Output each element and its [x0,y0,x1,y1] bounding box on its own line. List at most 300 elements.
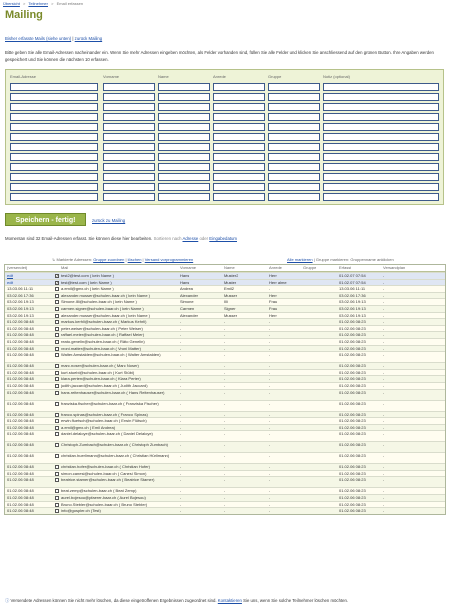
name-field[interactable] [158,83,210,91]
email-field[interactable] [10,193,98,201]
row-checkbox[interactable] [55,413,59,417]
name-field[interactable] [158,123,210,131]
table-row[interactable] [5,389,445,400]
salutation-field[interactable] [213,93,265,101]
edit-link[interactable]: edit [7,274,14,278]
row-checkbox[interactable] [55,314,59,318]
footer-text-2: Sie uns, wenn Sie solche Teilnehmer löschen möchten. [243,598,349,603]
group-field[interactable] [268,133,320,141]
cell-sent: 01.02.06 08:48 [7,454,34,459]
table-row[interactable] [5,382,445,389]
cell-plan: - [383,443,385,448]
group-field[interactable] [268,173,320,181]
note-field[interactable] [323,163,439,171]
note-field[interactable] [323,93,439,101]
row-checkbox[interactable] [55,371,59,375]
cell-plan: - [383,300,385,305]
table-row[interactable] [5,417,445,424]
name-field[interactable] [158,153,210,161]
group-field[interactable] [268,93,320,101]
table-row[interactable] [5,369,445,376]
group-field[interactable] [268,143,320,151]
salutation-field[interactable] [213,133,265,141]
cell-plan: - [383,377,385,382]
cell-erfasst: 01.02.06 08:23 [339,465,366,470]
firstname-field[interactable] [103,143,155,151]
cell-sent: 01.02.06 08:48 [7,339,34,344]
cell-erfasst: 03.02.06 19:13 [339,306,366,311]
col-firstname: Vorname [180,266,197,270]
note-field[interactable] [323,143,439,151]
group-field[interactable] [268,193,320,201]
firstname-field[interactable] [103,133,155,141]
cell-plan: - [383,353,385,358]
cell-vor: - [180,370,182,375]
cell-erfasst: 01.02.06 08:23 [339,333,366,338]
cell-name: - [224,509,226,514]
sort-by-address-link[interactable]: Adresse [182,236,199,241]
cell-plan: - [383,465,385,470]
cell-sent: 01.02.06 08:48 [7,353,34,358]
firstname-field[interactable] [103,83,155,91]
cell-mail: christian.huerlimann@schulen-baar.ch ( Christian Hürlimann) [61,454,170,459]
cell-sent: 01.02.06 08:48 [7,465,34,470]
cell-erfasst: 01.02.06 08:23 [339,432,366,437]
delete-link[interactable]: löschen [127,257,142,262]
save-button[interactable]: Speichern - fertig! [5,213,86,226]
cell-sent: 01.02.06 08:48 [7,509,34,514]
row-checkbox[interactable] [55,496,59,500]
table-row[interactable] [5,501,445,508]
cell-sent: 01.02.06 08:48 [7,443,34,448]
table-row[interactable] [5,362,445,369]
salutation-field[interactable] [213,123,265,131]
group-field[interactable] [268,183,320,191]
row-checkbox[interactable] [55,294,59,298]
salutation-field[interactable] [213,143,265,151]
form-header-salutation: Anrede [213,74,226,79]
firstname-field[interactable] [103,173,155,181]
table-row[interactable] [5,298,445,305]
table-row[interactable] [5,351,445,362]
email-field[interactable] [10,163,98,171]
name-field[interactable] [158,163,210,171]
note-field[interactable] [323,103,439,111]
cell-name: - [224,465,226,470]
breadcrumb-sep: > [51,1,54,6]
cell-plan: - [383,333,385,338]
cell-erfasst: 01.02.06 08:23 [339,401,366,406]
table-row[interactable] [5,494,445,501]
mark-all-link[interactable]: Alle markieren [287,257,313,262]
table-row[interactable] [5,487,445,494]
status-text: Momentan sind 32 Email-Adressen erfasst. Sie können diese hier bearbeiten. [5,236,153,241]
cell-erfasst: 01.02.06 08:23 [339,496,366,501]
cell-name: - [224,346,226,351]
cell-sent: 01.02.06 08:48 [7,390,34,395]
breadcrumb-participants[interactable]: Teilnehmer [28,1,48,6]
breadcrumb-overview[interactable]: Übersicht [3,1,20,6]
firstname-field[interactable] [103,103,155,111]
form-header-email: Email-Adresse [10,74,37,79]
cell-mail: judith.jaccard@schulen-baar.ch ( Judith Jaccard) [61,383,148,388]
row-checkbox[interactable] [55,307,59,311]
salutation-field[interactable] [213,183,265,191]
cell-sent: 03.02.06 19:13 [7,300,34,305]
note-field[interactable] [323,193,439,201]
cell-mail: christian.hofer@schulen-baar.ch ( Christian Hofer) [61,465,150,470]
firstname-field[interactable] [103,93,155,101]
row-checkbox[interactable] [55,478,59,482]
cell-anrede: - [269,412,271,417]
name-field[interactable] [158,113,210,121]
cell-vor: - [180,346,182,351]
cell-mail: erwin.fluetsch@schulen-baar.ch ( Erwin Flütsch) [61,419,147,424]
intro-text: Bitte geben Sie alle Email-Adressen nacheinander ein. Wenn Sie mehr Adressen eingeben möchten, als Felder vorhanden sind, füllen Sie alle Felder und klicken Sie anschliessend auf den grünen Button. Ihre Angaben werden gespeichert und Sie können die nächsten 10 erfassen. [5,50,434,62]
cell-mail: marc.noser@schulen-baar.ch ( Marc Noser) [61,364,139,369]
note-field[interactable] [323,173,439,181]
row-checkbox[interactable] [55,402,59,406]
cell-erfasst: 01.02.06 08:23 [339,443,366,448]
cell-vor: - [180,454,182,459]
cell-vor: Andrea [180,287,193,292]
cell-mail: beatrice.stamer@schulen-baar.ch ( Beatrice Stamer) [61,478,155,483]
breadcrumb-current: Email erfassen [56,1,84,6]
cell-name: - [224,478,226,483]
group-field[interactable] [268,83,320,91]
email-field[interactable] [10,153,98,161]
name-field[interactable] [158,103,210,111]
row-checkbox[interactable] [55,333,59,337]
salutation-field[interactable] [213,113,265,121]
table-header [5,265,445,272]
cell-name: - [224,412,226,417]
cell-erfasst: 01.02.06 08:23 [339,425,366,430]
cell-sent: 03.02.06 17:36 [7,293,34,298]
cell-vor: - [180,489,182,494]
cell-vor: - [180,502,182,507]
cell-mail: Walter.Amstalden@schulen-baar.ch ( Walter Amstalden) [61,353,161,358]
table-row[interactable] [5,305,445,312]
table-row[interactable] [5,331,445,338]
cell-vor: - [180,419,182,424]
email-field[interactable] [10,93,98,101]
cell-name: - [224,383,226,388]
row-checkbox[interactable] [55,432,59,436]
cell-mail: franziska.fischer@schulen-baar.ch ( Franziska Fischer) [61,401,159,406]
sort-prefix: Sortieren nach [153,236,182,241]
cell-sent: 01.02.06 08:48 [7,326,34,331]
table-row[interactable] [5,507,445,514]
table-row[interactable] [5,400,445,411]
cell-vor: - [180,471,182,476]
sort-or: oder [199,236,209,241]
row-checkbox[interactable] [55,353,59,357]
arrow-down-icon: ↳ [52,257,56,262]
cell-vor: - [180,425,182,430]
cell-plan: - [383,287,385,292]
form-row [6,133,443,141]
row-checkbox[interactable] [55,287,59,291]
salutation-field[interactable] [213,173,265,181]
row-checkbox[interactable] [55,364,59,368]
cell-vor: - [180,326,182,331]
row-checkbox[interactable] [55,419,59,423]
email-field[interactable] [10,143,98,151]
cell-vor: - [180,383,182,388]
row-checkbox[interactable] [55,384,59,388]
form-header-group: Gruppe [268,74,282,79]
cell-anrede: Herr [269,313,277,318]
table-row[interactable] [5,292,445,299]
cell-sent: 01.02.06 08:48 [7,489,34,494]
cell-name: - [224,333,226,338]
col-salutation: Anrede [269,266,282,270]
row-checkbox[interactable] [55,503,59,507]
existing-mails-link[interactable]: Bisher erfasste Mails (siehe unten) [5,36,72,41]
cell-erfasst: 01.02.06 08:23 [339,326,366,331]
row-checkbox[interactable] [55,472,59,476]
cell-plan: - [383,326,385,331]
cell-sent: 01.02.06 08:48 [7,401,34,406]
cell-vor: - [180,496,182,501]
cell-anrede: - [269,353,271,358]
cell-vor: - [180,377,182,382]
table-row[interactable] [5,411,445,418]
group-field[interactable] [268,113,320,121]
row-checkbox[interactable] [55,327,59,331]
table-row[interactable] [5,470,445,477]
cell-name: - [224,339,226,344]
cell-plan: - [383,274,385,278]
row-checkbox[interactable] [55,509,59,513]
cell-erfasst: 01.02.07 07:54 [339,280,366,285]
note-field[interactable] [323,83,439,91]
breadcrumb [3,1,85,6]
cell-anrede: Frau [269,300,278,305]
firstname-field[interactable] [103,163,155,171]
cell-mail: markus.kerhli@schulen-baar.ch ( Markus Kehrli) [61,320,147,325]
table-row[interactable] [5,285,445,292]
note-field[interactable] [323,183,439,191]
cell-vor: - [180,465,182,470]
cell-anrede: - [269,401,271,406]
cell-plan: - [383,370,385,375]
cell-anrede: Herr alme [269,280,287,285]
form-header-name: Name [158,74,169,79]
form-row [6,93,443,101]
mark-actions [287,257,394,262]
table-row[interactable] [5,452,445,463]
table-row[interactable] [5,338,445,345]
table-row[interactable] [5,312,445,319]
marked-label: Markierte Adressen: [56,257,93,262]
actions-separator: | [125,257,127,262]
table-row[interactable] [5,318,445,325]
cell-plan: - [383,502,385,507]
sort-by-date-link[interactable]: Eingabedatum [209,236,237,241]
cell-vor: - [180,339,182,344]
row-checkbox[interactable] [55,489,59,493]
cell-erfasst: 01.02.06 08:23 [339,370,366,375]
cell-erfasst: 01.02.06 08:23 [339,412,366,417]
group-field[interactable] [268,163,320,171]
salutation-field[interactable] [213,83,265,91]
row-checkbox[interactable] [55,454,59,458]
row-checkbox[interactable] [55,347,59,351]
row-checkbox[interactable] [55,465,59,469]
cell-plan: - [383,489,385,494]
salutation-field[interactable] [213,163,265,171]
row-checkbox[interactable] [55,340,59,344]
cell-vor: - [180,333,182,338]
cell-vor: Simone [180,300,194,305]
form-row [6,123,443,131]
note-field[interactable] [323,133,439,141]
footer-text: Versendete Adressen können Sie nicht mehr löschen, da diese eingetroffenen Ergebnissen zugeordnet sind. [10,598,217,603]
firstname-field[interactable] [103,123,155,131]
cell-erfasst: 01.02.06 08:23 [339,353,366,358]
table-row[interactable] [5,424,445,431]
cell-name: Signer [224,306,236,311]
table-row[interactable] [5,279,445,286]
cell-erfasst: 01.02.06 08:23 [339,419,366,424]
note-field[interactable] [323,153,439,161]
row-checkbox[interactable] [55,320,59,324]
cell-vor: - [180,509,182,514]
cell-plan: - [383,478,385,483]
cell-plan: - [383,280,385,285]
cell-anrede: - [269,333,271,338]
schedule-send-link[interactable]: Versand vorprogrammieren [144,257,194,262]
col-mail: Mail [61,266,69,270]
cell-mail: a.emil@gmx.ch ( Emil Andrea) [61,425,116,430]
cell-sent: 01.02.06 08:48 [7,377,34,382]
form-header-firstname: Vorname [103,74,120,79]
table-row[interactable] [5,463,445,470]
edit-link[interactable]: edit [7,280,14,285]
cell-vor: Hans [180,280,190,285]
name-field[interactable] [158,143,210,151]
col-captured: Erfasst [339,266,352,270]
entry-form [5,69,444,205]
email-field[interactable] [10,173,98,181]
table-row[interactable] [5,272,445,279]
table-row[interactable] [5,441,445,452]
salutation-field[interactable] [213,193,265,201]
cell-erfasst: 01.02.06 08:23 [339,509,366,514]
firstname-field[interactable] [103,153,155,161]
email-field[interactable] [10,113,98,121]
cell-name: Emil2 [224,287,235,292]
cell-plan: - [383,412,385,417]
sublinks-separator: | [71,36,75,41]
salutation-field[interactable] [213,153,265,161]
row-checkbox[interactable]: ✓ [56,274,59,278]
table-row[interactable] [5,325,445,332]
table-row[interactable] [5,430,445,441]
name-field[interactable] [158,173,210,181]
cell-mail: raffael.meier@schulen-baar.ch ( Raffael Meier) [61,333,145,338]
cell-plan: - [383,390,385,395]
name-field[interactable] [158,133,210,141]
group-field[interactable] [268,153,320,161]
cell-anrede: - [269,432,271,437]
table-row[interactable] [5,476,445,487]
col-group: Gruppe [303,266,317,270]
firstname-field[interactable] [103,113,155,121]
cell-name: - [224,496,226,501]
cell-name: - [224,502,226,507]
table-row[interactable] [5,345,445,352]
cell-vor: - [180,390,182,395]
cell-plan: - [383,383,385,388]
group-field[interactable] [268,103,320,111]
cell-mail: info@gospler.ch (Test) [61,509,101,514]
row-checkbox[interactable] [55,391,59,395]
row-checkbox[interactable] [55,377,59,381]
email-field[interactable] [10,103,98,111]
row-checkbox[interactable] [55,426,59,430]
footer-note [5,598,348,604]
email-field[interactable] [10,123,98,131]
cell-anrede: Herr [269,293,277,298]
cell-plan: - [383,432,385,437]
row-checkbox[interactable] [55,443,59,447]
firstname-field[interactable] [103,183,155,191]
group-field[interactable] [268,123,320,131]
email-field[interactable] [10,133,98,141]
cell-anrede: - [269,370,271,375]
row-checkbox[interactable] [55,300,59,304]
back-to-mailing-link[interactable]: zurück zu Mailing [92,218,126,223]
email-field[interactable] [10,83,98,91]
cell-erfasst: 01.02.06 08:23 [339,339,366,344]
assign-group-link[interactable]: Gruppe zuordnen [93,257,125,262]
cell-sent: 01.02.06 08:48 [7,432,34,437]
firstname-field[interactable] [103,193,155,201]
cell-mail: peter.weiser@schulen-baar.ch ( Peter Weiser) [61,326,143,331]
name-field[interactable] [158,183,210,191]
cell-mail: aurel.bojesou@pfaerer-baar.ch ( Aurel Bojesou) [61,496,146,501]
name-field[interactable] [158,193,210,201]
row-checkbox[interactable]: ✓ [56,280,59,285]
cell-plan: - [383,509,385,514]
note-field[interactable] [323,113,439,121]
contact-link[interactable]: Kontaktieren [217,598,242,603]
cell-erfasst: 01.02.06 08:23 [339,320,366,325]
cell-erfasst: 01.02.06 08:23 [339,454,366,459]
cell-name: - [224,370,226,375]
cell-sent: 01.02.06 08:48 [7,478,34,483]
cell-anrede: - [269,383,271,388]
cell-vor: - [180,412,182,417]
cell-anrede: - [269,489,271,494]
cell-vor: Hans [180,274,190,278]
form-row [6,173,443,181]
cell-plan: - [383,320,385,325]
email-field[interactable] [10,183,98,191]
cell-name: Muster [224,280,237,285]
back-mailing-link[interactable]: zurück Mailing [74,36,103,41]
cell-mail: franco.spinas@schulen-baar.ch ( Franco Spinas) [61,412,148,417]
salutation-field[interactable] [213,103,265,111]
cell-vor: Alexander [180,293,199,298]
cell-mail: reato.genelin@schulen-baar.ch ( Räto Genelin) [61,339,145,344]
name-field[interactable] [158,93,210,101]
note-field[interactable] [323,123,439,131]
table-row[interactable] [5,375,445,382]
